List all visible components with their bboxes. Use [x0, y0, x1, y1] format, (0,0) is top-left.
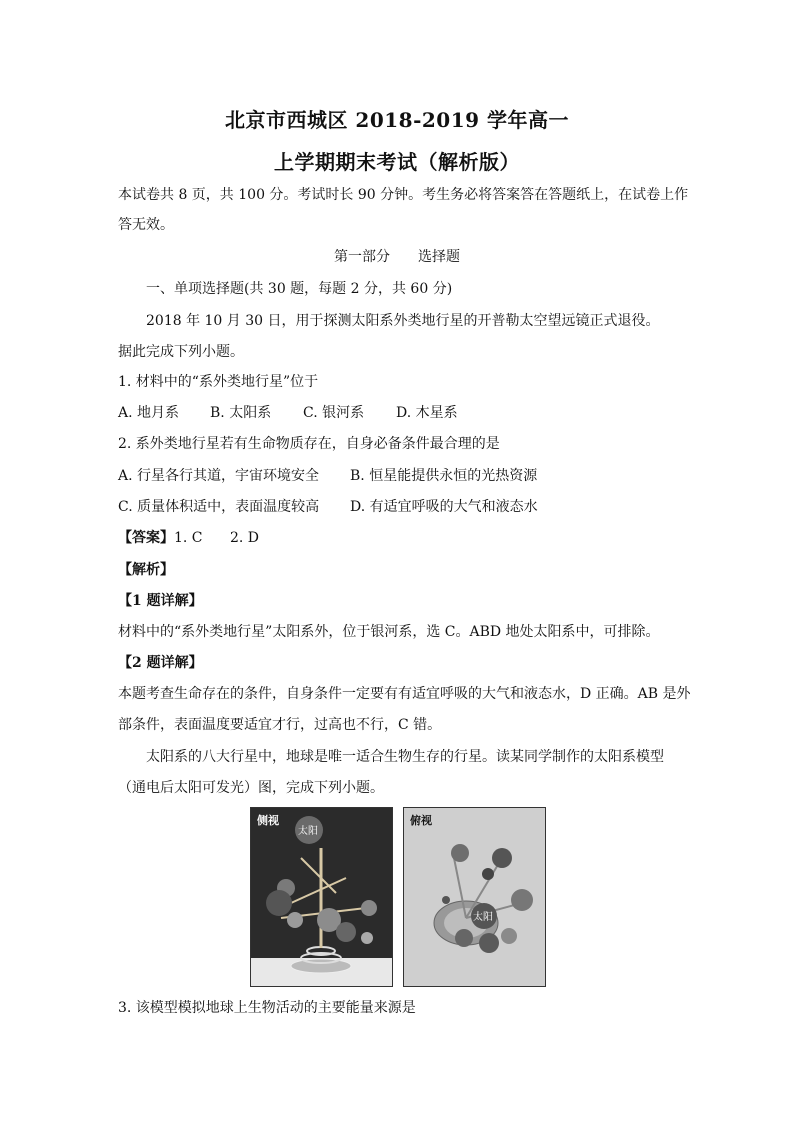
material2-line1: 太阳系的八大行星中，地球是唯一适合生物生存的行星。读某同学制作的太阳系模型 — [146, 749, 664, 765]
material2-line2: （通电后太阳可发光）图，完成下列小题。 — [118, 780, 384, 796]
side-view-label: 侧视 — [257, 814, 279, 827]
material1-prompt: 据此完成下列小题。 — [118, 344, 244, 360]
q2-option-d: D. 有适宜呼吸的大气和液态水 — [350, 499, 538, 515]
q1-options — [118, 403, 678, 423]
q1-option-d: D. 木星系 — [396, 405, 458, 421]
q1-option-c: C. 银河系 — [303, 405, 365, 421]
side-view-model-illustration — [251, 808, 392, 986]
section-heading: 第一部分 选择题 — [334, 249, 460, 265]
figure-top-view — [403, 807, 546, 987]
doc-title-line1: 北京市西城区 2018-2019 学年高一 — [224, 108, 570, 132]
top-view-label: 俯视 — [410, 814, 432, 827]
analysis-label: 【解析】 — [118, 562, 174, 578]
q2-option-c: C. 质量体积适中，表面温度较高 — [118, 499, 320, 515]
answer-1: 1. C — [174, 530, 203, 546]
q2-options-row1 — [118, 466, 678, 486]
q1-option-b: B. 太阳系 — [210, 405, 272, 421]
intro-line2: 答无效。 — [118, 217, 174, 233]
q2-option-b: B. 恒星能提供永恒的光热资源 — [350, 468, 538, 484]
q1-stem: 1. 材料中的“系外类地行星”位于 — [118, 374, 319, 390]
answer-line — [118, 528, 678, 548]
part-title: 一、单项选择题(共 30 题，每题 2 分，共 60 分) — [146, 281, 453, 297]
top-view-sun-label: 太阳 — [473, 912, 493, 923]
answer-label: 【答案】 — [118, 530, 174, 546]
doc-title-line2: 上学期期末考试（解析版） — [274, 150, 520, 174]
material1-text: 2018 年 10 月 30 日，用于探测太阳系外类地行星的开普勒太空望远镜正式退役。 — [146, 313, 660, 329]
detail2-label: 【2 题详解】 — [118, 655, 203, 671]
q2-stem: 2. 系外类地行星若有生命物质存在，自身必备条件最合理的是 — [118, 436, 500, 452]
detail2-line2: 部条件，表面温度要适宜才行，过高也不行，C 错。 — [118, 717, 442, 733]
intro-line1: 本试卷共 8 页，共 100 分。考试时长 90 分钟。考生务必将答案答在答题纸上，在试卷上作 — [118, 187, 689, 203]
figure-side-view — [250, 807, 393, 987]
detail1-text: 材料中的“系外类地行星”太阳系外，位于银河系，选 C。ABD 地处太阳系中，可排除。 — [118, 624, 660, 640]
q2-option-a: A. 行星各行其道，宇宙环境安全 — [118, 468, 320, 484]
detail2-line1: 本题考查生命存在的条件，自身条件一定要有有适宜呼吸的大气和液态水，D 正确。AB 是外 — [118, 686, 691, 702]
detail1-label: 【1 题详解】 — [118, 593, 203, 609]
q1-option-a: A. 地月系 — [118, 405, 180, 421]
answer-2: 2. D — [230, 530, 260, 546]
top-view-model-illustration — [404, 808, 545, 986]
side-view-sun-label: 太阳 — [298, 826, 318, 837]
q2-options-row2 — [118, 497, 678, 517]
q3-stem: 3. 该模型模拟地球上生物活动的主要能量来源是 — [118, 1000, 416, 1016]
